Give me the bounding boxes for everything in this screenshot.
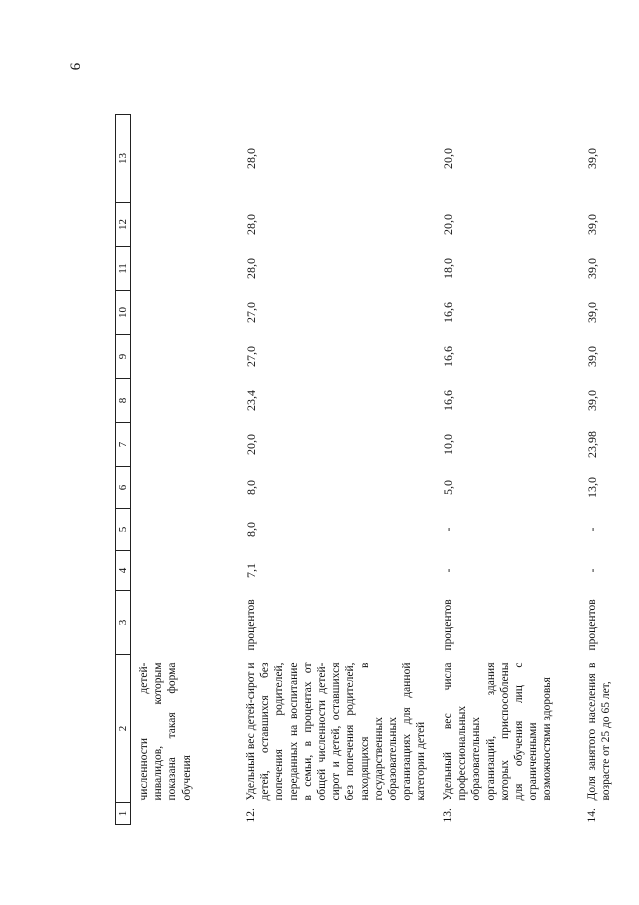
row-value: 20,0 [441, 148, 455, 169]
row-description: Удельный вес числа профессиональных образовательных организаций, здания которых приспособлены для обучения лиц с ограниченными возможностями здоровья [442, 662, 554, 801]
row-value [131, 467, 239, 509]
row-value: 10,0 [441, 434, 455, 455]
row-value: - [441, 568, 455, 573]
row-value [131, 335, 239, 379]
row-value: 39,0 [585, 214, 599, 235]
row-value [131, 115, 239, 203]
row-value: 28,0 [244, 258, 258, 279]
column-header: 6 [116, 467, 131, 509]
row-value: - [585, 568, 599, 573]
row-value: 16,6 [441, 390, 455, 411]
row-value [131, 509, 239, 551]
row-value: 20,0 [441, 214, 455, 235]
row-value: 13,0 [585, 477, 599, 498]
column-header: 13 [116, 115, 131, 203]
column-header: 1 [116, 803, 131, 825]
row-number: 13. [442, 808, 454, 823]
row-value [131, 423, 239, 467]
row-value: 18,0 [441, 258, 455, 279]
row-value: 28,0 [244, 214, 258, 235]
row-value: 39,0 [585, 302, 599, 323]
column-header-row [116, 115, 131, 825]
column-header: 10 [116, 291, 131, 335]
table-row [238, 115, 435, 825]
column-header: 12 [116, 203, 131, 247]
row-value: 7,1 [244, 563, 258, 578]
table-row [435, 115, 579, 825]
column-header: 9 [116, 335, 131, 379]
row-value [131, 247, 239, 291]
row-description: Удельный вес детей-сирот и детей, оставшихся без попечения родителей, переданных на воспитание в семьи, в процентах от общей численности детей-сирот и детей, оставшихся без попечения родителей, находящихся в государственных образовательных организациях для данной категории детей [245, 662, 428, 801]
row-unit: процентов [245, 599, 257, 651]
row-number: 14. [586, 808, 598, 823]
row-description: численности детей-инвалидов, которым показана такая форма обучения [138, 662, 193, 801]
column-header: 8 [116, 379, 131, 423]
column-header: 5 [116, 509, 131, 551]
row-value: 23,4 [244, 390, 258, 411]
row-value [131, 551, 239, 591]
row-value: 27,0 [244, 346, 258, 367]
column-header: 3 [116, 591, 131, 655]
indicator-table [115, 114, 639, 825]
row-value: - [585, 527, 599, 532]
rotated-table-container [115, 115, 613, 825]
row-value: 8,0 [244, 522, 258, 537]
row-value: 5,0 [441, 480, 455, 495]
table-row [131, 115, 239, 825]
row-value: 28,0 [244, 148, 258, 169]
row-unit [131, 591, 239, 655]
column-header: 2 [116, 655, 131, 803]
row-value: 8,0 [244, 480, 258, 495]
row-value: 20,0 [244, 434, 258, 455]
row-value [131, 203, 239, 247]
row-unit: процентов [442, 599, 454, 651]
row-number: 12. [245, 808, 257, 823]
row-value: 16,6 [441, 346, 455, 367]
column-header: 7 [116, 423, 131, 467]
row-value: 39,0 [585, 148, 599, 169]
row-value [131, 379, 239, 423]
page-number: 9 [66, 62, 83, 71]
row-value: 27,0 [244, 302, 258, 323]
row-value: 39,0 [585, 390, 599, 411]
row-unit: процентов [586, 599, 598, 651]
row-value [131, 291, 239, 335]
row-value: 16,6 [441, 302, 455, 323]
row-number [131, 803, 239, 825]
row-value: 39,0 [585, 346, 599, 367]
table-row [579, 115, 639, 825]
row-value: 39,0 [585, 258, 599, 279]
row-value: 23,98 [585, 431, 599, 458]
column-header: 4 [116, 551, 131, 591]
row-value: - [441, 527, 455, 532]
column-header: 11 [116, 247, 131, 291]
row-description: Доля занятого населения в возрасте от 25 до 65 лет, [586, 662, 613, 801]
